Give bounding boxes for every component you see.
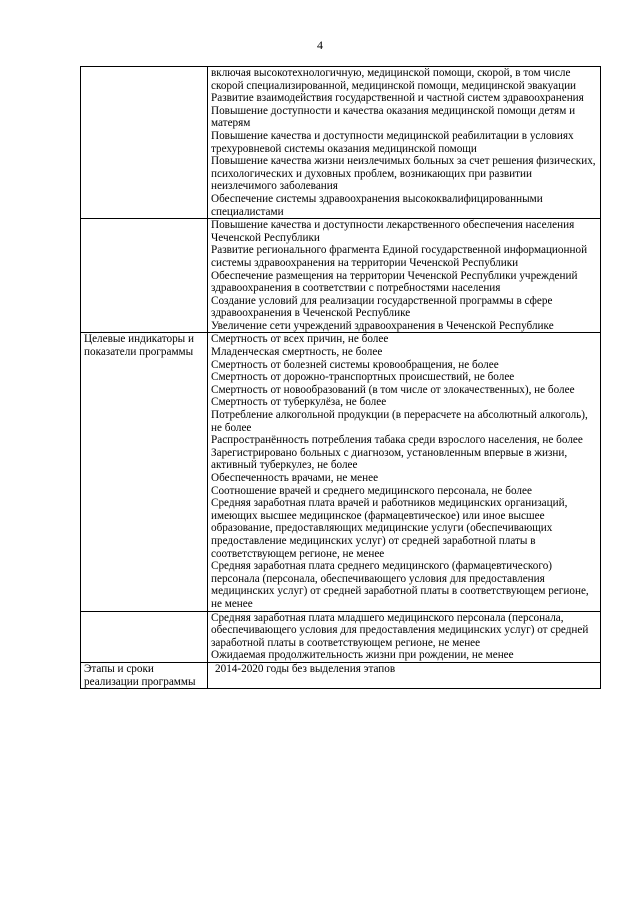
row-content bbox=[208, 611, 601, 662]
row-content bbox=[208, 333, 601, 611]
row-content bbox=[208, 219, 601, 333]
list-item: Смертность от всех причин, не более bbox=[211, 333, 389, 346]
row-label bbox=[81, 219, 208, 333]
row-label bbox=[81, 611, 208, 662]
list-item: Развитие взаимодействия государственной и частной систем здравоохранения bbox=[211, 92, 584, 105]
list-item: Развитие регионального фрагмента Единой государственной информационной системы здравоохранения на территории Чеченской Республики bbox=[211, 244, 588, 269]
list-item: Обеспеченность врачами, не менее bbox=[211, 472, 379, 484]
list-item: Зарегистрировано больных с диагнозом, установленным впервые в жизни, активный туберкулез, не более bbox=[211, 446, 568, 472]
list-item: Создание условий для реализации государственной программы в сфере здравоохранения в Чеченской Республике bbox=[211, 294, 553, 320]
table-row bbox=[81, 219, 601, 333]
list-item: Обеспечение системы здравоохранения высококвалифицированными специалистами bbox=[211, 192, 543, 218]
list-item: Средняя заработная плата младшего медицинского персонала (персонала, обеспечивающего условия для предоставления медицинских услуг) от средней заработной платы в соответствующем регионе, не менее bbox=[211, 611, 589, 649]
list-item: Смертность от новообразований (в том числе от злокачественных), не более bbox=[211, 383, 575, 396]
list-item: Распространённость потребления табака среди взрослого населения, не более bbox=[211, 434, 583, 447]
list-item: Смертность от туберкулёза, не более bbox=[211, 396, 387, 409]
row-content bbox=[208, 662, 601, 688]
table-row bbox=[81, 67, 601, 219]
list-item: Средняя заработная плата среднего медицинского (фармацевтического) персонала (персонала, обеспечивающего условия для предоставления медицинских услуг) от средней заработной платы в соответствующем регионе, не менее bbox=[211, 560, 589, 610]
list-item: включая высокотехнологичную, медицинской помощи, скорой, в том числе скорой специализированной, медицинской помощи, медицинской эвакуации bbox=[211, 67, 577, 92]
list-item: 2014-2020 годы без выделения этапов bbox=[215, 662, 396, 675]
row-label: Этапы и сроки реализации программы bbox=[81, 662, 208, 688]
list-item: Потребление алкогольной продукции (в перерасчете на абсолютный алкоголь), не более bbox=[211, 409, 588, 434]
list-item: Смертность от дорожно-транспортных происшествий, не более bbox=[211, 371, 515, 384]
list-item: Смертность от болезней системы кровообращения, не более bbox=[211, 358, 499, 371]
list-item: Младенческая смертность, не более bbox=[211, 346, 383, 359]
list-item: Повышение качества жизни неизлечимых больных за счет решения физических, психологических и духовных проблем, возникающих при развитии неизлечимого заболевания bbox=[211, 155, 596, 193]
table-row bbox=[81, 611, 601, 662]
table-row bbox=[81, 662, 601, 688]
row-label: Целевые индикаторы и показатели программы bbox=[81, 333, 208, 611]
page-number: 4 bbox=[317, 38, 323, 52]
list-item: Повышение качества и доступности медицинской реабилитации в условиях трехуровневой системы оказания медицинской помощи bbox=[211, 129, 574, 155]
row-content bbox=[208, 67, 601, 219]
row-label bbox=[81, 67, 208, 219]
list-item: Средняя заработная плата врачей и работников медицинских организаций, имеющих высшее медицинское (фармацевтическое) или иное высшее образование, предоставляющих медицинские услуги (обеспечивающих предоставление медицинских услуг) от средней заработной платы в соответствующем регионе, не менее bbox=[211, 497, 568, 560]
list-item: Соотношение врачей и среднего медицинского персонала, не более bbox=[211, 484, 532, 497]
list-item: Повышение доступности и качества оказания медицинской помощи детям и матерям bbox=[211, 104, 576, 130]
list-item: Повышение качества и доступности лекарственного обеспечения населения Чеченской Республики bbox=[211, 219, 575, 244]
table-row bbox=[81, 333, 601, 611]
list-item: Увеличение сети учреждений здравоохранения в Чеченской Республике bbox=[211, 319, 554, 332]
list-item: Обеспечение размещения на территории Чеченской Республики учреждений здравоохранения в соответствии с потребностями населения bbox=[211, 269, 578, 295]
program-passport-table bbox=[80, 66, 601, 689]
list-item: Ожидаемая продолжительность жизни при рождении, не менее bbox=[211, 649, 514, 662]
